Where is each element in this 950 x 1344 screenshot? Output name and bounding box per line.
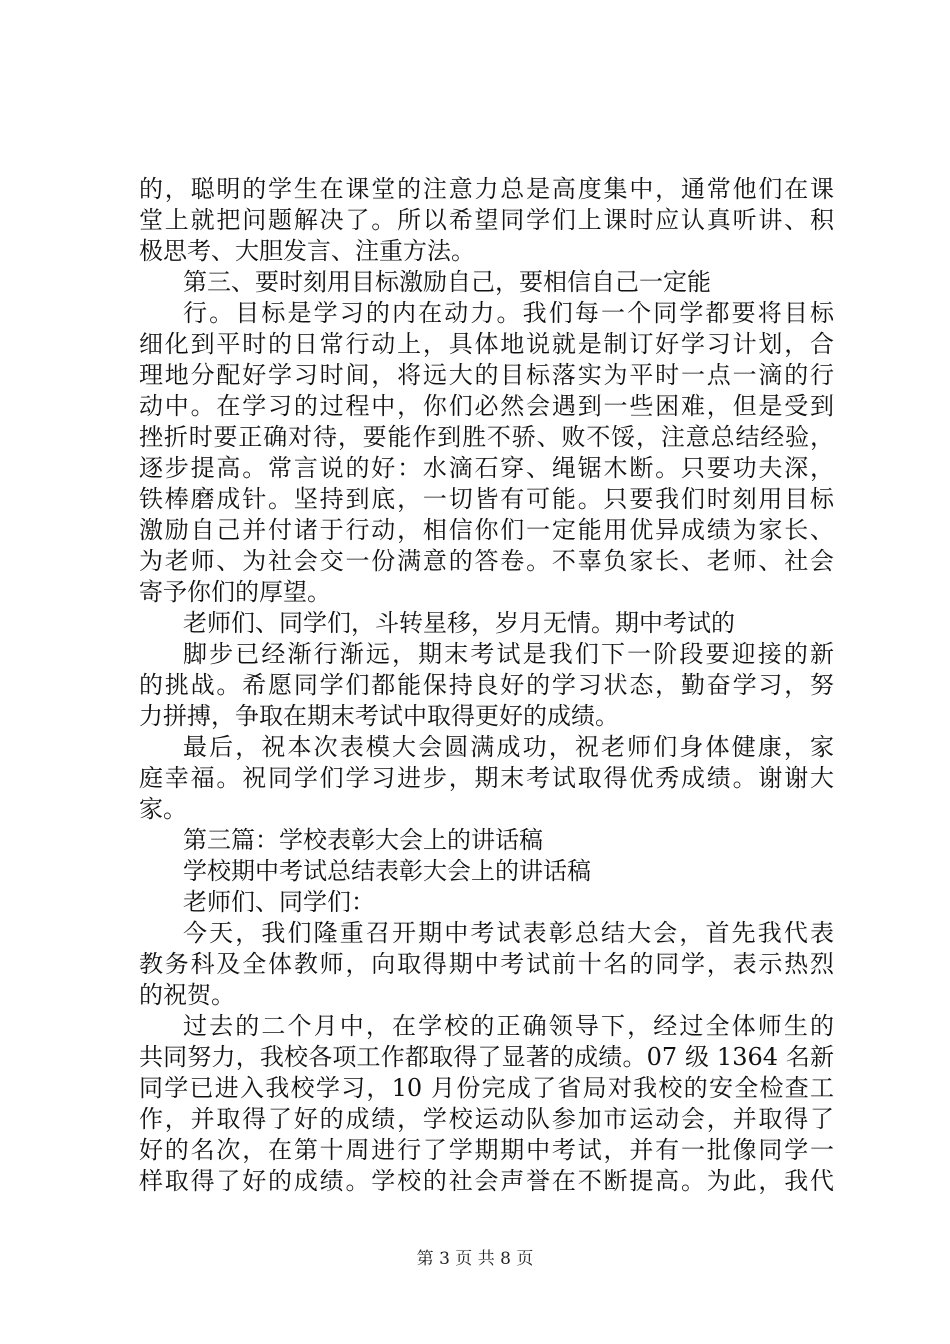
text-line: 细化到平时的日常行动上，具体地说就是制订好学习计划，合	[139, 330, 834, 358]
text-line: 的挑战。希愿同学们都能保持良好的学习状态，勤奋学习，努	[139, 671, 834, 699]
text-line: 挫折时要正确对待，要能作到胜不骄、败不馁，注意总结经验，	[139, 423, 834, 451]
text-line: 庭幸福。祝同学们学习进步，期末考试取得优秀成绩。谢谢大	[139, 764, 834, 792]
text-line: 堂上就把问题解决了。所以希望同学们上课时应认真听讲、积	[139, 206, 834, 234]
page-number-label: 第 3 页 共 8 页	[416, 1249, 534, 1269]
text-line: 老师们、同学们，斗转星移，岁月无情。期中考试的	[183, 609, 735, 637]
text-line: 今天，我们隆重召开期中考试表彰总结大会，首先我代表	[183, 919, 834, 947]
text-line: 铁棒磨成针。坚持到底，一切皆有可能。只要我们时刻用目标	[139, 485, 834, 513]
text-line: 脚步已经渐行渐远，期末考试是我们下一阶段要迎接的新	[183, 640, 834, 668]
text-line: 老师们、同学们：	[183, 888, 375, 916]
text-line: 激励自己并付诸于行动，相信你们一定能用优异成绩为家长、	[139, 516, 834, 544]
text-line: 逐步提高。常言说的好：水滴石穿、绳锯木断。只要功夫深，	[139, 454, 834, 482]
text-line: 的，聪明的学生在课堂的注意力总是高度集中，通常他们在课	[139, 175, 834, 203]
text-line: 教务科及全体教师，向取得期中考试前十名的同学，表示热烈	[139, 950, 834, 978]
text-line: 家。	[139, 795, 187, 823]
text-line: 第三篇：学校表彰大会上的讲话稿	[183, 826, 543, 854]
text-line: 理地分配好学习时间，将远大的目标落实为平时一点一滴的行	[139, 361, 834, 389]
text-line: 共同努力，我校各项工作都取得了显著的成绩。07 级 1364 名新	[139, 1043, 834, 1071]
text-line: 力拼搏，争取在期末考试中取得更好的成绩。	[139, 702, 619, 730]
text-line: 样取得了好的成绩。学校的社会声誉在不断提高。为此，我代	[139, 1167, 834, 1195]
text-line: 作，并取得了好的成绩，学校运动队参加市运动会，并取得了	[139, 1105, 834, 1133]
text-line: 极思考、大胆发言、注重方法。	[139, 237, 475, 265]
text-line: 学校期中考试总结表彰大会上的讲话稿	[183, 857, 591, 885]
text-line: 过去的二个月中，在学校的正确领导下，经过全体师生的	[183, 1012, 834, 1040]
text-line: 的祝贺。	[139, 981, 235, 1009]
text-line: 寄予你们的厚望。	[139, 578, 331, 606]
text-line: 动中。在学习的过程中，你们必然会遇到一些困难，但是受到	[139, 392, 834, 420]
text-line: 第三、要时刻用目标激励自己，要相信自己一定能	[183, 268, 711, 296]
page-footer	[0, 1244, 950, 1269]
text-line: 好的名次，在第十周进行了学期期中考试，并有一批像同学一	[139, 1136, 834, 1164]
text-line: 为老师、为社会交一份满意的答卷。不辜负家长、老师、社会	[139, 547, 834, 575]
text-line: 行。目标是学习的内在动力。我们每一个同学都要将目标	[183, 299, 834, 327]
text-line: 同学已进入我校学习，10 月份完成了省局对我校的安全检查工	[139, 1074, 834, 1102]
text-line: 最后，祝本次表模大会圆满成功，祝老师们身体健康，家	[183, 733, 834, 761]
document-body	[139, 174, 834, 1197]
